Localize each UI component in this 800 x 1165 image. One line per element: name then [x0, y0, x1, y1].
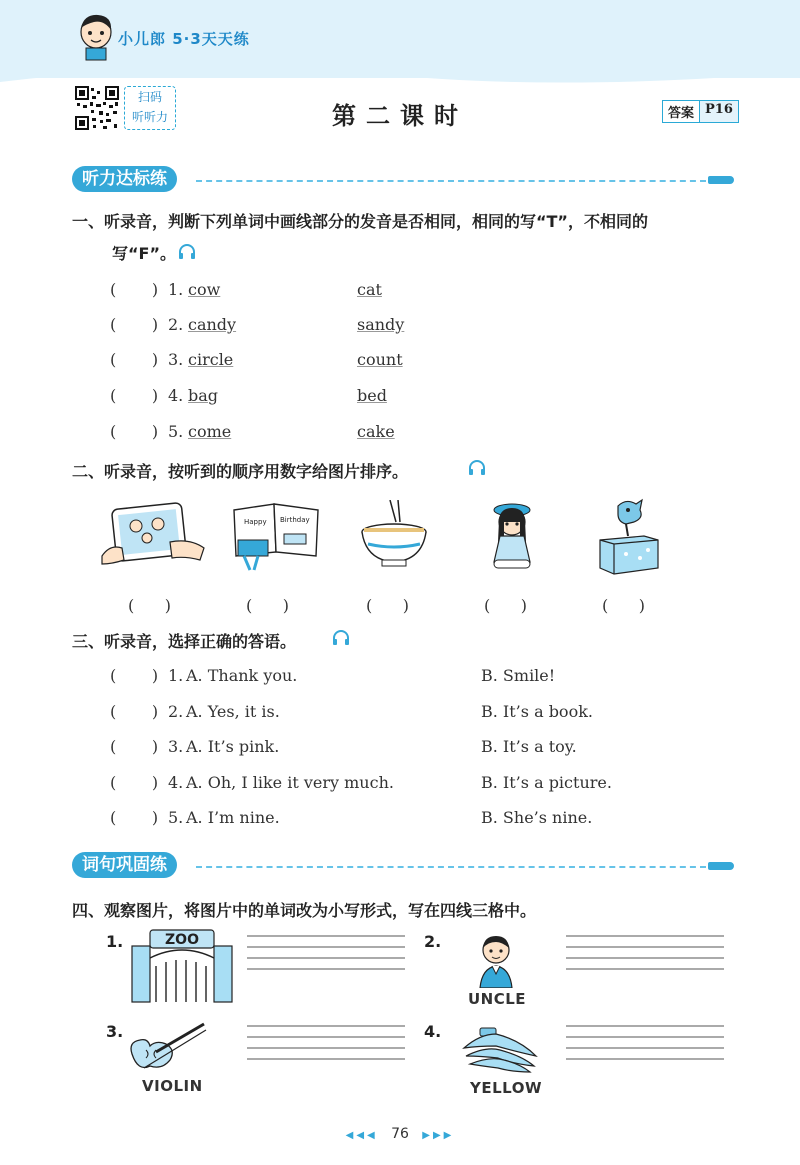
scan-label-line2: 听听力 — [131, 110, 168, 124]
list-item-number: 1. — [106, 932, 124, 951]
word-a: come — [188, 422, 232, 441]
next-arrows: ▶▶▶ — [422, 1130, 455, 1141]
option-a: A. Yes, it is. — [186, 702, 280, 721]
option-b: B. It’s a book. — [481, 702, 593, 721]
pencil-icon — [708, 862, 734, 870]
section-divider — [196, 866, 706, 868]
family-photo-picture — [100, 498, 208, 570]
answer-label: 答案 — [668, 106, 695, 121]
part4-prompt: 四、观察图片，将图片中的单词改为小写形式，写在四线三格中。 — [72, 901, 537, 920]
section-banner-listening: 听力达标练 — [72, 166, 177, 192]
answer-page: P16 — [699, 101, 738, 122]
answer-blank[interactable]: ( ) — [110, 422, 159, 441]
scan-label-line1: 扫码 — [137, 90, 162, 104]
part3-prompt: 三、听录音，选择正确的答语。 — [72, 632, 297, 651]
answer-blank[interactable]: ( ) — [110, 315, 159, 334]
order-blank-3[interactable]: ( ) — [366, 596, 409, 615]
word-a: circle — [188, 350, 234, 369]
violin-picture — [126, 1020, 210, 1076]
list-item-number: 3. — [106, 1022, 124, 1041]
zoo-sign-text: ZOO — [165, 932, 199, 948]
header-wave — [0, 52, 800, 92]
list-item-number: 4. — [168, 773, 184, 792]
headphones-icon[interactable] — [178, 243, 196, 261]
four-line-grid[interactable] — [247, 1024, 405, 1062]
page-number: 76 — [391, 1126, 409, 1142]
uncle-caption: UNCLE — [468, 990, 527, 1008]
word-a: bag — [188, 386, 219, 405]
answer-blank[interactable]: ( ) — [110, 386, 159, 405]
four-line-grid[interactable] — [247, 934, 405, 972]
order-blank-1[interactable]: ( ) — [128, 596, 171, 615]
answer-page-badge[interactable] — [662, 100, 739, 123]
page-footer — [0, 1126, 800, 1142]
word-a: cow — [188, 280, 221, 299]
birthday-card-picture — [224, 496, 324, 572]
list-item-number: 2. — [424, 932, 442, 951]
order-blank-4[interactable]: ( ) — [484, 596, 527, 615]
answer-blank[interactable]: ( ) — [110, 808, 159, 827]
word-b: cat — [357, 280, 382, 299]
option-a: A. Oh, I like it very much. — [186, 773, 394, 792]
option-b: B. It’s a picture. — [481, 773, 612, 792]
boy-mascot-icon — [76, 12, 116, 62]
option-b: B. It’s a toy. — [481, 737, 577, 756]
answer-blank[interactable]: ( ) — [110, 773, 159, 792]
uncle-picture — [474, 932, 518, 988]
card-text-right: Birthday — [280, 516, 310, 524]
card-text-left: Happy — [244, 518, 267, 526]
option-a: A. I’m nine. — [186, 808, 280, 827]
section-banner-words: 词句巩固练 — [72, 852, 177, 878]
four-line-grid[interactable] — [566, 1024, 724, 1062]
option-b: B. Smile! — [481, 666, 556, 685]
bananas-picture — [460, 1026, 540, 1074]
pencil-icon — [708, 176, 734, 184]
list-item-number: 5. — [168, 422, 184, 441]
noodles-bowl-picture — [356, 500, 432, 570]
word-a: candy — [188, 315, 237, 334]
option-b: B. She’s nine. — [481, 808, 593, 827]
part1-prompt-line1: 一、听录音，判断下列单词中画线部分的发音是否相同，相同的写“T”，不相同的 — [72, 212, 648, 231]
list-item-number: 5. — [168, 808, 184, 827]
yellow-caption: YELLOW — [470, 1079, 542, 1097]
answer-blank[interactable]: ( ) — [110, 666, 159, 685]
zoo-gate-picture — [128, 928, 236, 1004]
order-blank-2[interactable]: ( ) — [246, 596, 289, 615]
answer-blank[interactable]: ( ) — [110, 350, 159, 369]
answer-blank[interactable]: ( ) — [110, 702, 159, 721]
section-divider — [196, 180, 706, 182]
brand-title: 小儿郎 5·3天天练 — [118, 30, 250, 48]
toy-box-picture — [596, 496, 662, 576]
option-a: A. Thank you. — [186, 666, 298, 685]
prev-arrows: ◀◀◀ — [345, 1130, 378, 1141]
word-b: count — [357, 350, 403, 369]
part2-prompt: 二、听录音，按听到的顺序用数字给图片排序。 — [72, 462, 409, 481]
option-a: A. It’s pink. — [186, 737, 280, 756]
list-item-number: 2. — [168, 315, 184, 334]
headphones-icon[interactable] — [468, 459, 486, 477]
word-b: cake — [357, 422, 395, 441]
list-item-number: 4. — [424, 1022, 442, 1041]
list-item-number: 2. — [168, 702, 184, 721]
lesson-title: 第二课时 — [332, 102, 468, 130]
answer-blank[interactable]: ( ) — [110, 280, 159, 299]
list-item-number: 1. — [168, 666, 184, 685]
answer-blank[interactable]: ( ) — [110, 737, 159, 756]
word-b: bed — [357, 386, 387, 405]
four-line-grid[interactable] — [566, 934, 724, 972]
list-item-number: 3. — [168, 350, 184, 369]
order-blank-5[interactable]: ( ) — [602, 596, 645, 615]
word-b: sandy — [357, 315, 405, 334]
list-item-number: 4. — [168, 386, 184, 405]
part1-prompt-line2: 写“F”。 — [112, 244, 176, 263]
violin-caption: VIOLIN — [142, 1077, 203, 1095]
list-item-number: 3. — [168, 737, 184, 756]
list-item-number: 1. — [168, 280, 184, 299]
headphones-icon[interactable] — [332, 629, 350, 647]
girl-doll-picture — [484, 498, 540, 574]
